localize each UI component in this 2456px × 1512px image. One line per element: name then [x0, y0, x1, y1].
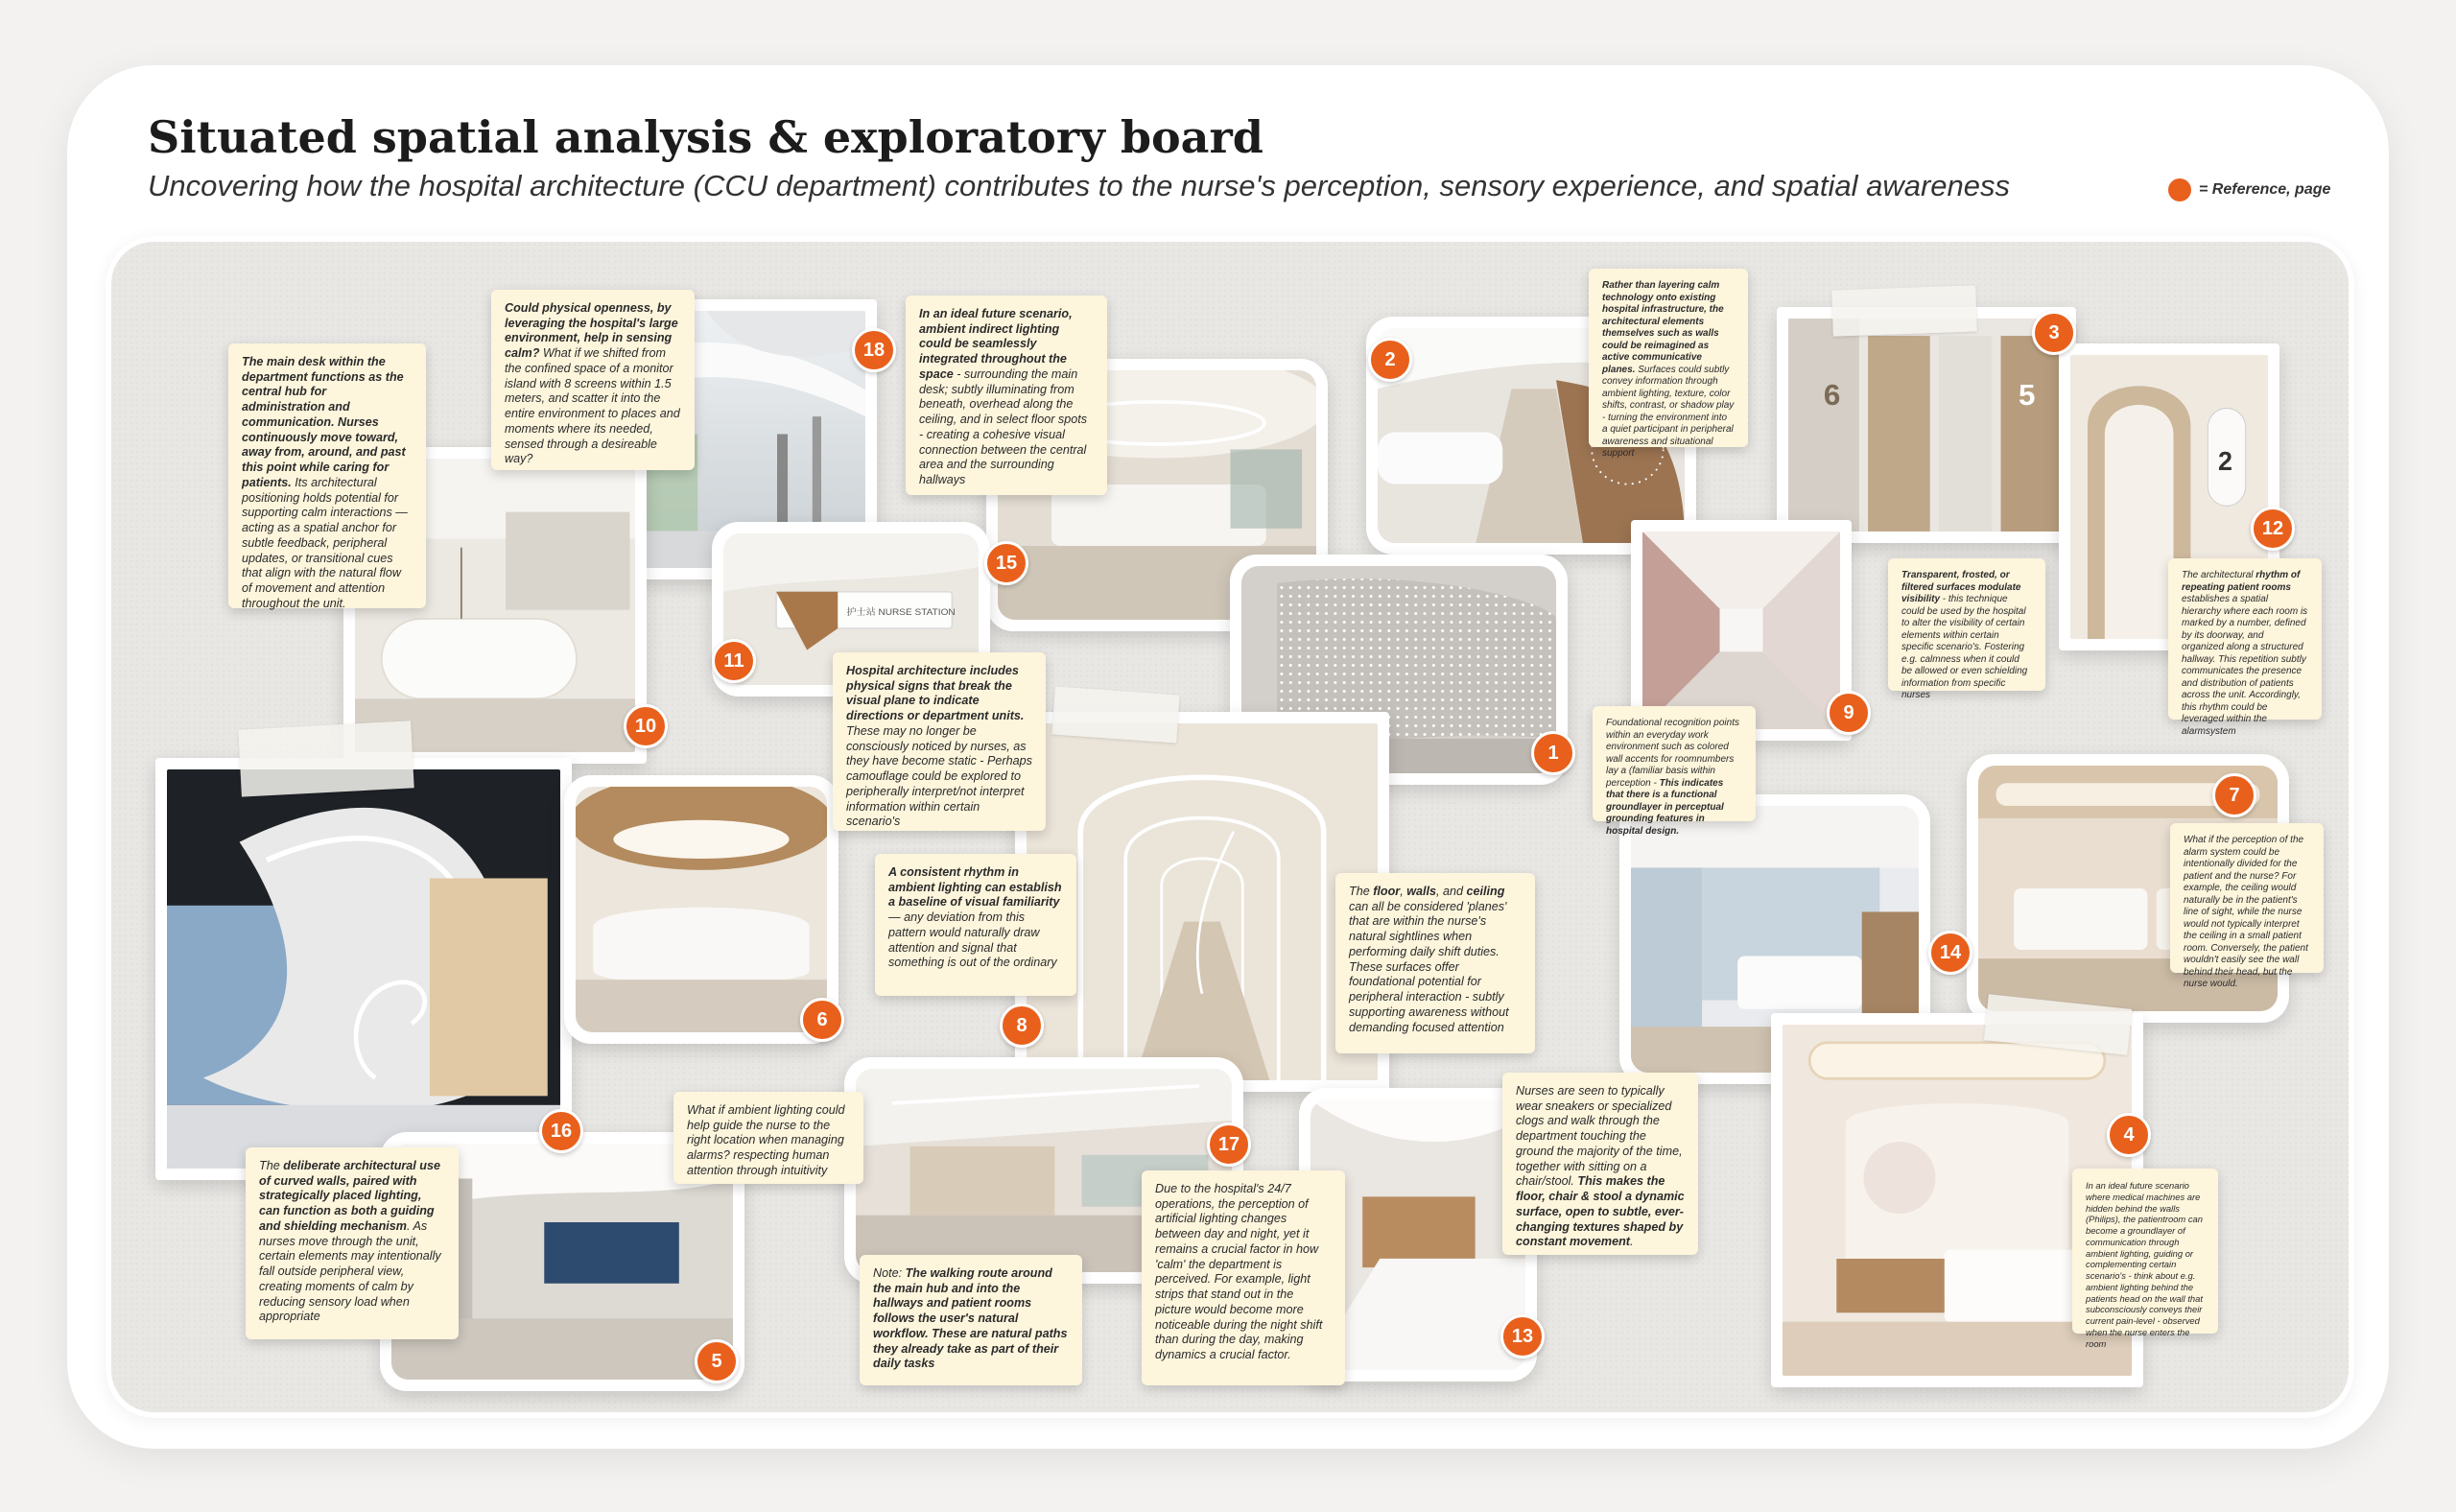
reference-badge-5[interactable]: 5	[695, 1339, 739, 1383]
note-24-7-operations: Due to the hospital's 24/7 operations, the perception of artificial lighting changes between day and night, yet it remains a crucial factor in how 'calm' the department is perceived. For example, light strips that stand out in the picture would become more noticeable during the night shift than during the day, making dynamics a crucial factor.	[1142, 1170, 1345, 1385]
note-consistent-rhythm: A consistent rhythm in ambient lighting can establish a baseline of visual familiarity — any deviation from this pattern would naturally draw attention and signal that something is out of the ordinary	[875, 854, 1076, 996]
reference-badge-16[interactable]: 16	[539, 1109, 583, 1153]
reference-badge-2[interactable]: 2	[1368, 338, 1412, 382]
reference-badge-11[interactable]: 11	[712, 639, 756, 683]
reference-badge-12[interactable]: 12	[2251, 507, 2295, 551]
reference-badge-1[interactable]: 1	[1531, 731, 1575, 775]
note-future-lighting: In an ideal future scenario, ambient indirect lighting could be seamlessly integrated throughout the space - surrounding the main desk; subtly illuminating from beneath, overhead along the ceiling, and in select floor spots - creating a cohesive visual connection between the central area and the surrounding hallways	[906, 295, 1107, 495]
reference-badge-4[interactable]: 4	[2107, 1113, 2151, 1157]
legend-label: = Reference, page	[2199, 181, 2331, 198]
reference-badge-3[interactable]: 3	[2032, 311, 2076, 355]
reference-badge-15[interactable]: 15	[984, 541, 1028, 585]
note-transparent-surfaces: Transparent, frosted, or filtered surfaces modulate visibility - this technique could be used by the hospital to alter the visibility of certain elements within certain specific scenario's. Fostering e.g. calmness when it could be allowed or even schielding information from specific nurses	[1888, 558, 2045, 691]
reference-badge-14[interactable]: 14	[1928, 931, 1972, 975]
note-walking-route: Note: The walking route around the main hub and into the hallways and patient rooms follows the user's natural workflow. These are natural paths they already take as part of their daily tasks	[860, 1255, 1082, 1385]
reference-badge-17[interactable]: 17	[1207, 1122, 1251, 1167]
door-number-5: 5	[2019, 378, 2036, 413]
note-guide-nurse: What if ambient lighting could help guide the nurse to the right location when managing alarms? respecting human attention through intuitivity	[673, 1092, 863, 1184]
note-future-machines: In an ideal future scenario where medical machines are hidden behind the walls (Philips), the patientroom can become a groundlayer of communication through ambient lighting, guiding or complementing certain scenario's - think about e.g. ambient lighting behind the patients head on the wall that subconsciously conveys their current pain-level - observed when the nurse enters the room	[2072, 1169, 2218, 1334]
photo-curved-walls[interactable]	[155, 758, 572, 1180]
note-clogs: Nurses are seen to typically wear sneakers or specialized clogs and walk through the department touching the ground the majority of the time, together with sitting on a chair/stool. This makes the floor, chair & stool a dynamic surface, open to subtle, ever-changing textures shaped by constant movement.	[1502, 1073, 1698, 1255]
note-openness: Could physical openness, by leveraging the hospital's large environment, help in sensing calm? What if we shifted from the confined space of a monitor island with 8 screens within 1.5 meters, and scatter it into the entire environment to places and moments where its needed, sensed through a desireable way?	[491, 290, 695, 470]
reference-badge-8[interactable]: 8	[1000, 1004, 1044, 1048]
page-subtitle: Uncovering how the hospital architecture (CCU department) contributes to the nurse's perception, sensory experience, and spatial awareness	[148, 169, 2010, 202]
note-physical-signs: Hospital architecture includes physical signs that break the visual plane to indicate directions or department units. These may no longer be consciously noticed by nurses, as they have become static - Perhaps camouflage could be explored to peripherally interpret/not interpret information within certain scenario's	[833, 652, 1046, 831]
photo-round-reception[interactable]	[564, 775, 838, 1044]
tape	[1051, 687, 1179, 744]
photo-frosted-doors[interactable]	[1777, 307, 2076, 543]
legend	[2168, 178, 2330, 201]
note-curved-walls: The deliberate architectural use of curved walls, paired with strategically placed lighting, can function as both a guiding and shielding mechanism. As nurses move through the unit, certain elements may intentionally fall outside peripheral view, creating moments of calm by reducing sensory load when appropriate	[246, 1147, 459, 1339]
note-planes: The floor, walls, and ceiling can all be considered 'planes' that are within the nurse's natural sightlines when performing daily shift duties. These surfaces offer foundational potential for peripheral interaction - subtly supporting awareness without demanding focused attention	[1335, 873, 1535, 1053]
tape	[1831, 285, 1977, 336]
page-title: Situated spatial analysis & exploratory board	[148, 111, 1263, 163]
note-alarm-perception: What if the perception of the alarm system could be intentionally divided for the patient and the nurse? For example, the ceiling would naturally be in the patient's line of sight, while the nurse would not typically interpret the ceiling in a small patient room. Conversely, the patient wouldn't easily see the wall behind their head, but the nurse would.	[2170, 823, 2324, 973]
room-number-2: 2	[2218, 445, 2232, 477]
reference-dot-icon	[2168, 178, 2191, 201]
tape	[238, 721, 413, 796]
reference-badge-7[interactable]: 7	[2212, 773, 2256, 817]
reference-badge-6[interactable]: 6	[800, 998, 844, 1042]
door-number-6: 6	[1823, 378, 1841, 413]
note-room-rhythm: The architectural rhythm of repeating patient rooms establishes a spatial hierarchy where each room is marked by a number, defined by its doorway, and organized along a structured hallway. This repetition subtly communicates the presence and distribution of patients across the unit. Accordingly, this rhythm could be leveraged within the alarmsystem	[2168, 558, 2322, 720]
note-foundational: Foundational recognition points within an everyday work environment such as colored wall accents for roomnumbers lay a (familiar basis within perception - This indicates that there is a functional groundlayer in perceptual grounding features in hospital design.	[1593, 706, 1756, 821]
note-calm-technology: Rather than layering calm technology onto existing hospital infrastructure, the architectural elements themselves such as walls could be reimagined as active communicative planes. Surfaces could subtly convey information through ambient lighting, texture, color shifts, contrast, or shadow play - turning the environment into a quiet participant in peripheral awareness and situational support	[1589, 269, 1748, 447]
note-main-desk: The main desk within the department functions as the central hub for administration and communication. Nurses continuously move toward, away from, around, and past this point while caring for patients. Its architectural positioning holds potential for supporting calm interactions — acting as a spatial anchor for subtle feedback, peripheral updates, or transitional cues that align with the natural flow of movement and attention throughout the unit.	[228, 343, 426, 608]
sign-text: 护士站 NURSE STATION	[846, 607, 956, 618]
reference-badge-18[interactable]: 18	[852, 328, 896, 372]
reference-badge-9[interactable]: 9	[1827, 691, 1871, 735]
reference-badge-10[interactable]: 10	[624, 704, 668, 748]
reference-badge-13[interactable]: 13	[1500, 1314, 1545, 1358]
